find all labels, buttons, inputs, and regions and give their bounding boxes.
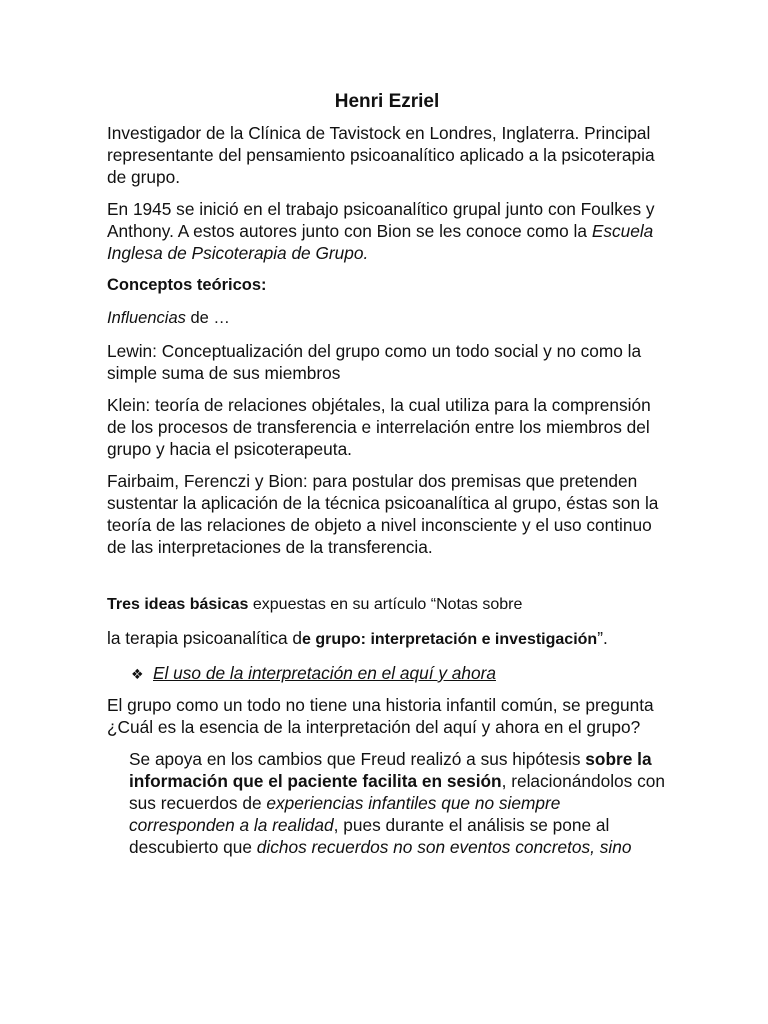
page-title: Henri Ezriel [334, 91, 440, 112]
three-ideas-bold: Tres ideas básicas [107, 596, 249, 613]
klein-paragraph: Klein: teoría de relaciones objétales, la cual utiliza para la comprensión de los procesos de transferencia e interrelación entre los miembros del grupo y hacia el psicoterapeuta. [107, 395, 651, 459]
freud-paragraph [129, 748, 667, 858]
three-ideas-line [107, 592, 667, 616]
therapy-line [107, 627, 667, 651]
history-text: En 1945 se inició en el trabajo psicoanalítico grupal junto con Foulkes y Anthony. A estos autores junto con Bion se les conoce como la [107, 199, 655, 241]
bullet-item [131, 662, 667, 686]
freud-text-2: sobre la información que el paciente facilita en sesión [129, 749, 652, 791]
therapy-text-b: e grupo: interpretación e investigación [302, 631, 598, 648]
spacer [107, 568, 667, 592]
document-page [107, 88, 667, 868]
freud-text-5: , pues durante el análisis se pone al descubierto que [129, 815, 610, 857]
influences-suffix: de … [185, 309, 230, 327]
influences-word: Influencias [107, 309, 186, 327]
three-ideas-rest: expuestas en su artículo “Notas sobre [248, 596, 523, 613]
intro-paragraph: Investigador de la Clínica de Tavistock en Londres, Inglaterra. Principal representante del pensamiento psicoanalítico aplicado a la psicoterapia de grupo. [107, 123, 655, 187]
fairbaim-paragraph: Fairbaim, Ferenczi y Bion: para postular dos premisas que pretenden sustentar la aplicación de la técnica psicoanalítica al grupo, éstas son la teoría de las relaciones de objeto a nivel inconsciente y el uso continuo de las interpretaciones de la transferencia. [107, 471, 659, 557]
lewin-paragraph: Lewin: Conceptualización del grupo como un todo social y no como la simple suma de sus miembros [107, 341, 642, 383]
history-paragraph [107, 198, 667, 264]
therapy-text-c: ”. [597, 628, 608, 648]
bullet-text: El uso de la interpretación en el aquí y ahora [153, 663, 496, 683]
freud-text-1: Se apoya en los cambios que Freud realizó a sus hipótesis [129, 749, 586, 769]
concepts-heading: Conceptos teóricos: [107, 276, 267, 294]
group-paragraph: El grupo como un todo no tiene una historia infantil común, se pregunta ¿Cuál es la esencia de la interpretación del aquí y ahora en el grupo? [107, 695, 654, 737]
therapy-text-a: la terapia psicoanalítica d [107, 628, 303, 648]
freud-text-6: dichos recuerdos no son eventos concretos, sino [256, 837, 632, 857]
influences-label [107, 307, 667, 329]
diamond-bullet-icon: ❖ [131, 667, 144, 683]
school-name: Escuela Inglesa de Psicoterapia de Grupo. [107, 221, 654, 263]
freud-text-4: experiencias infantiles que no siempre corresponden a la realidad [129, 793, 561, 835]
freud-text-3: , relacionándolos con sus recuerdos de [129, 771, 665, 813]
